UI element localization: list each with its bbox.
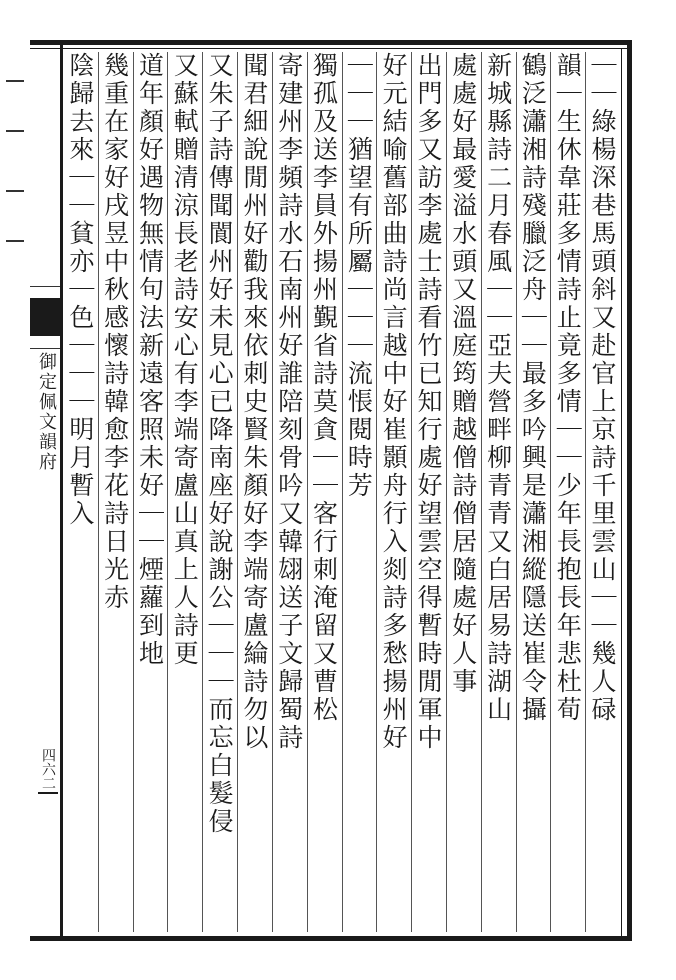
- text-column: 韻｜生休韋莊多情詩止竟多情｜｜少年長抱長年悲杜荀: [553, 52, 583, 724]
- text-column: 鶴泛瀟湘詩殘臘泛舟｜｜最多吟興是瀟湘縱隱送崔令攝: [518, 52, 548, 724]
- text-column: 又朱子詩傳聞閬州好未見心已降南座好說謝公｜｜｜而忘白髮侵: [205, 52, 235, 836]
- page-number: 四六二: [38, 748, 58, 794]
- text-column: 寄建州李頻詩水石南州好誰陪刻骨吟又韓翃送子文歸蜀詩: [274, 52, 304, 752]
- text-column: 道年顏好遇物無情句法新遠客照未好｜｜煙蘿到地: [135, 52, 165, 668]
- frame-top-border: [30, 40, 630, 45]
- text-column: 獨孤及送李員外揚州覲省詩莫貪｜｜客行刺淹留又曹松: [309, 52, 339, 724]
- text-column: 幾重在家好戌昱中秋感懷詩韓愈李花詩日光赤: [100, 52, 130, 612]
- book-title: 御定佩文韻府: [36, 352, 57, 472]
- text-column: 好元結喻舊部曲詩尚言越中好崔顥舟行入剡詩多愁揚州好: [379, 52, 409, 752]
- text-column: ｜｜｜猶望有所屬｜｜｜流悵閱時芳: [344, 52, 374, 500]
- text-column: 陰歸去來｜｜貧亦｜色｜｜｜明月暫入: [65, 52, 95, 528]
- fish-tail-mark: [30, 298, 60, 336]
- fold-margin: [0, 40, 30, 941]
- fold-mark: [6, 80, 24, 82]
- text-column: 又蘇軾贈清涼長老詩安心有李端寄盧山真上人詩更: [170, 52, 200, 668]
- fold-mark: [6, 130, 24, 132]
- text-columns: [64, 52, 620, 932]
- fold-divider: [30, 348, 60, 349]
- frame-bottom-border: [30, 936, 630, 941]
- text-column: 處處好最愛溢水頭又溫庭筠贈越僧詩僧居隨處好人事: [448, 52, 478, 696]
- frame-right-border: [627, 40, 632, 941]
- frame-top-inner-border: [30, 48, 630, 49]
- fold-mark: [6, 190, 24, 192]
- fold-divider: [30, 286, 60, 287]
- text-column: 聞君細說閒州好勸我來依刺史賢朱顏好李端寄盧綸詩勿以: [239, 52, 269, 752]
- text-column: ｜｜綠楊深巷馬頭斜又赴官上京詩千里雲山｜｜幾人碌: [588, 52, 617, 724]
- text-column: 出門多又訪李處士詩看竹已知行處好望雲空得暫時閒軍中: [413, 52, 443, 752]
- frame-right-inner-border: [621, 48, 622, 938]
- text-column: 新城縣詩二月春風｜｜亞夫營畔柳青青又白居易詩湖山: [483, 52, 513, 724]
- frame-left-border: [60, 40, 63, 941]
- fold-mark: [6, 240, 24, 242]
